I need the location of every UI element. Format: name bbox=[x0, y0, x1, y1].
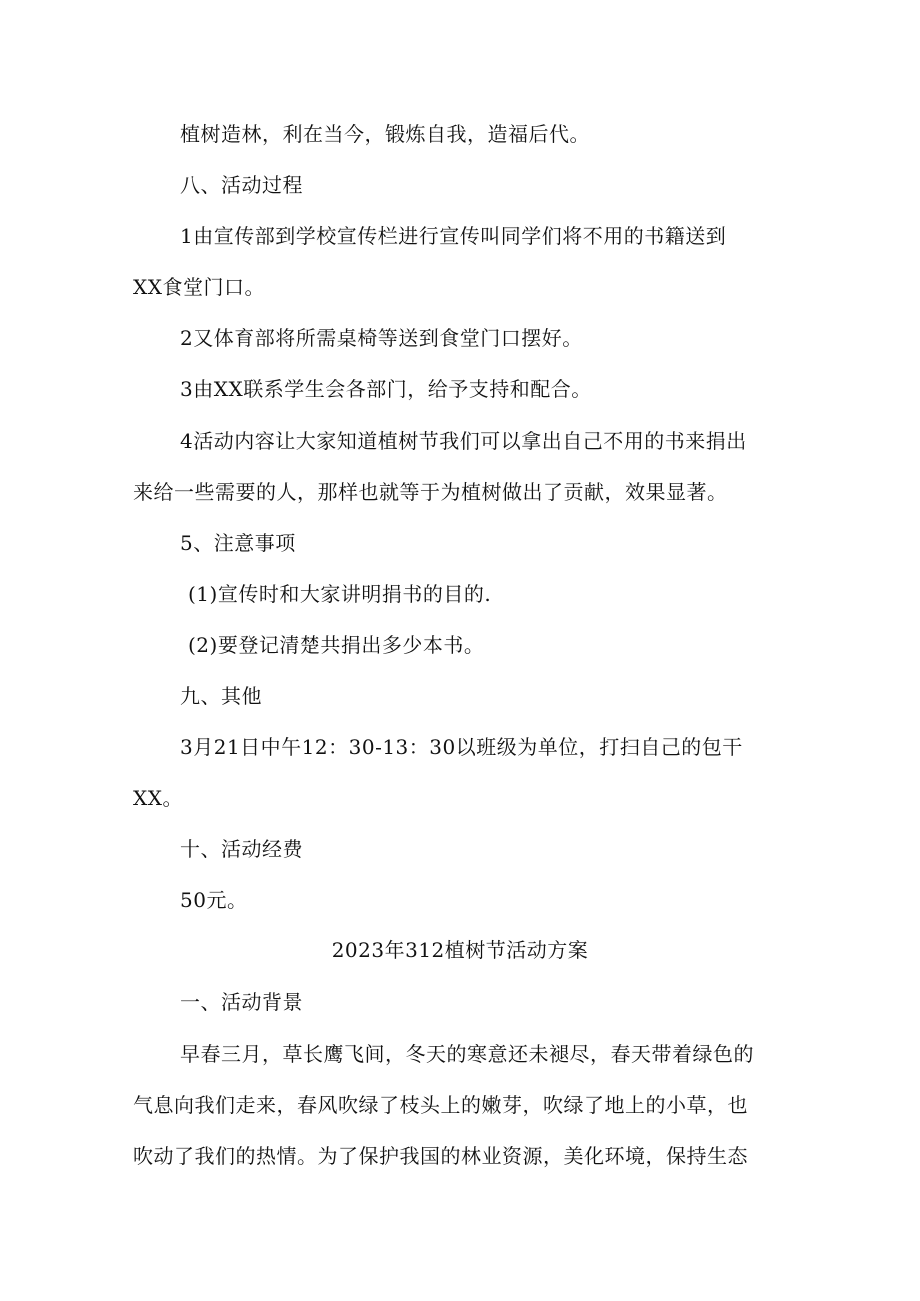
list-item: (1)宣传时和大家讲明捐书的目的. bbox=[188, 582, 492, 606]
section-heading: 九、其他 bbox=[180, 684, 262, 708]
paragraph-line: XX。 bbox=[133, 786, 183, 810]
document-title: 2023年312植树节活动方案 bbox=[331, 938, 589, 962]
subsection-heading: 5、注意事项 bbox=[180, 531, 296, 555]
paragraph-line: 植树造林，利在当今，锻炼自我，造福后代。 bbox=[180, 122, 590, 146]
paragraph-line: 3月21日中午12：30-13：30以班级为单位，打扫自己的包干 bbox=[180, 735, 743, 759]
paragraph-line: 4活动内容让大家知道植树节我们可以拿出自己不用的书来捐出 bbox=[180, 429, 747, 453]
paragraph-line: 气息向我们走来，春风吹绿了枝头上的嫩芽，吹绿了地上的小草，也 bbox=[133, 1093, 748, 1117]
section-heading: 八、活动过程 bbox=[180, 173, 303, 197]
paragraph-line: 50元。 bbox=[180, 888, 248, 912]
paragraph-line: 早春三月，草长鹰飞间，冬天的寒意还未褪尽，春天带着绿色的 bbox=[180, 1042, 754, 1066]
paragraph-line: 吹动了我们的热情。为了保护我国的林业资源，美化环境，保持生态 bbox=[133, 1144, 748, 1168]
paragraph-line: 2又体育部将所需桌椅等送到食堂门口摆好。 bbox=[180, 326, 583, 350]
paragraph-line: XX食堂门口。 bbox=[133, 275, 265, 299]
list-item: (2)要登记清楚共捐出多少本书。 bbox=[188, 633, 485, 657]
section-heading: 一、活动背景 bbox=[180, 990, 303, 1014]
paragraph-line: 1由宣传部到学校宣传栏进行宣传叫同学们将不用的书籍送到 bbox=[180, 224, 727, 248]
paragraph-line: 来给一些需要的人，那样也就等于为植树做出了贡献，效果显著。 bbox=[133, 480, 728, 504]
section-heading: 十、活动经费 bbox=[180, 837, 303, 861]
paragraph-line: 3由XX联系学生会各部门，给予支持和配合。 bbox=[180, 377, 592, 401]
